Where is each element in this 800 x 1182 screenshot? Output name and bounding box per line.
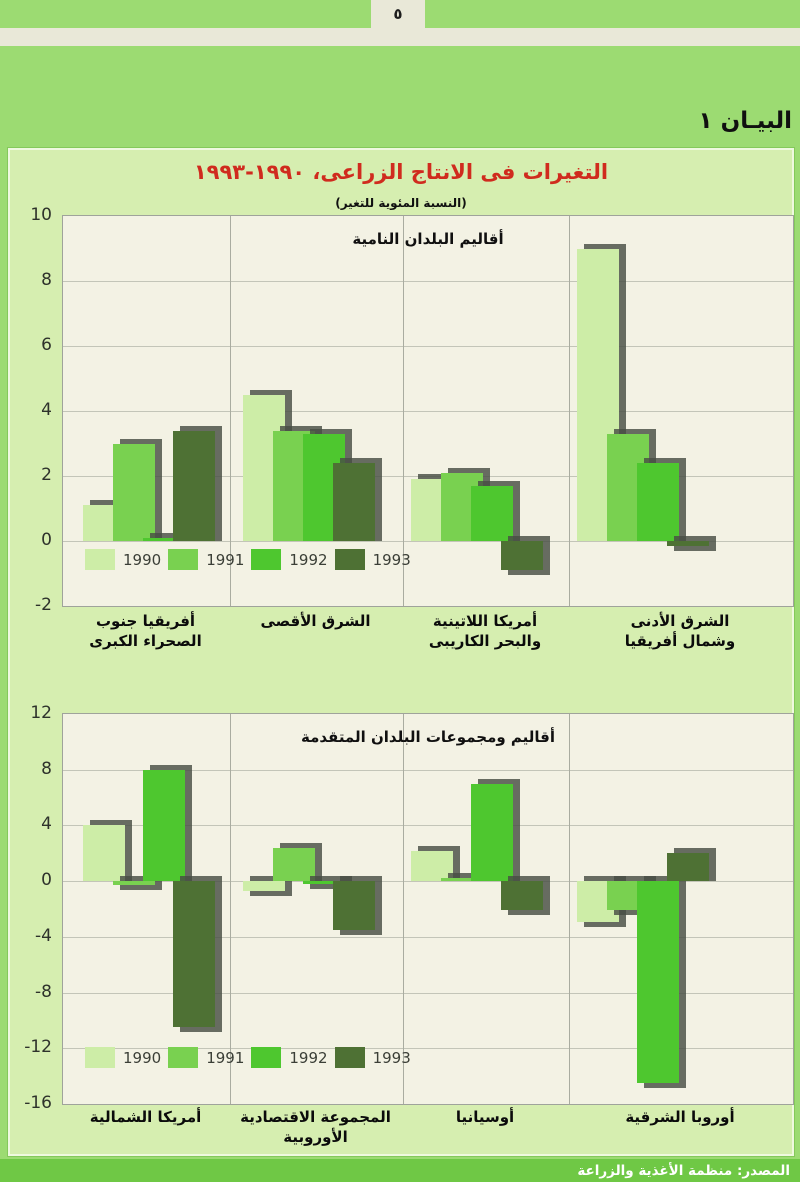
legend <box>85 549 418 570</box>
group-divider <box>230 714 231 1104</box>
y-axis-tick: 8 <box>41 270 52 290</box>
legend-label: 1990 <box>123 1048 162 1067</box>
legend-swatch-1990 <box>85 549 115 570</box>
legend-label: 1991 <box>206 550 245 569</box>
bar-1993 <box>173 431 215 542</box>
bar-1993 <box>333 881 375 930</box>
bar-1992 <box>637 463 679 541</box>
legend-item <box>85 549 161 570</box>
bar-1990 <box>83 825 125 881</box>
gridline <box>63 346 793 347</box>
legend-item <box>168 1047 244 1068</box>
bar-1993 <box>333 463 375 541</box>
bar-1990 <box>243 881 285 891</box>
y-axis-tick: -16 <box>24 1093 52 1113</box>
group-divider <box>230 216 231 606</box>
y-axis-tick: 4 <box>41 400 52 420</box>
bar-1992 <box>637 881 679 1083</box>
legend-swatch-1991 <box>168 549 198 570</box>
legend-item <box>85 1047 161 1068</box>
y-axis-tick: -2 <box>35 595 52 615</box>
legend-item <box>168 549 244 570</box>
y-axis-tick: 0 <box>41 530 52 550</box>
legend <box>85 1047 418 1068</box>
top-chart-plot <box>62 215 794 607</box>
category-label: أفريقيا جنوب الصحراء الكبرى <box>89 612 202 650</box>
bar-1991 <box>113 444 155 542</box>
legend-swatch-1993 <box>335 1047 365 1068</box>
plot-title: أقاليم ومجموعات البلدان المتقدمة <box>300 728 556 746</box>
group-divider <box>569 216 570 606</box>
bar-1991 <box>273 848 315 881</box>
category-label: الشرق الأدنى وشمال أفريقيا <box>624 612 736 650</box>
y-axis-tick: 8 <box>41 758 52 779</box>
y-axis-tick: 6 <box>41 335 52 355</box>
header-band <box>0 28 800 46</box>
y-axis-tick: 4 <box>41 814 52 835</box>
group-divider <box>569 714 570 1104</box>
legend-label: 1991 <box>206 1048 245 1067</box>
legend-label: 1993 <box>372 550 411 569</box>
page-number: ٥ <box>393 5 403 23</box>
figure-label: البيـان ١ <box>698 108 792 134</box>
top-chart-y-axis <box>10 205 56 615</box>
legend-label: 1993 <box>372 1048 411 1067</box>
category-label: أمريكا اللاتينية والبحر الكاريبى <box>428 612 542 650</box>
bar-1992 <box>143 770 185 881</box>
category-label: المجموعة الاقتصادية الأوروبية <box>240 1108 391 1146</box>
bar-1993 <box>667 541 709 546</box>
y-axis-tick: 12 <box>30 703 52 723</box>
y-axis-tick: 2 <box>41 465 52 485</box>
source-text: المصدر: منظمة الأغذية والزراعة <box>577 1162 790 1179</box>
chart-panel <box>8 148 794 1156</box>
y-axis-tick: -4 <box>35 925 52 946</box>
y-axis-tick: 10 <box>30 205 52 225</box>
gridline <box>63 281 793 282</box>
chart-subtitle: (النسبة المئوية للتغير) <box>335 196 467 210</box>
legend-swatch-1992 <box>251 549 281 570</box>
plot-title: أقاليم البلدان النامية <box>352 230 504 248</box>
bar-1992 <box>471 784 513 882</box>
legend-item <box>335 549 411 570</box>
bar-1993 <box>501 881 543 910</box>
category-label: أوروبا الشرقية <box>625 1108 735 1126</box>
category-label: أمريكا الشمالية <box>89 1108 202 1126</box>
bottom-chart-plot <box>62 713 794 1105</box>
gridline <box>63 411 793 412</box>
y-axis-tick: -8 <box>35 981 52 1002</box>
legend-swatch-1992 <box>251 1047 281 1068</box>
bar-1990 <box>411 851 453 882</box>
y-axis-tick: 0 <box>41 870 52 891</box>
category-label: الشرق الأقصى <box>260 612 371 630</box>
legend-label: 1990 <box>123 550 162 569</box>
legend-item <box>251 549 327 570</box>
legend-item <box>251 1047 327 1068</box>
page-number-tab <box>371 0 425 28</box>
group-divider <box>403 714 404 1104</box>
legend-swatch-1991 <box>168 1047 198 1068</box>
y-axis-tick: -12 <box>24 1037 52 1058</box>
bottom-chart-category-labels <box>62 1106 792 1152</box>
category-label: أوسيانيا <box>455 1108 515 1126</box>
bar-1993 <box>667 853 709 881</box>
chart-title: التغيرات فى الانتاج الزراعى، ١٩٩٠-١٩٩٣ <box>193 160 609 184</box>
bar-1993 <box>173 881 215 1027</box>
legend-swatch-1993 <box>335 549 365 570</box>
bar-1993 <box>501 541 543 570</box>
bottom-chart-y-axis <box>10 703 56 1113</box>
bar-1992 <box>471 486 513 541</box>
legend-label: 1992 <box>289 550 328 569</box>
bar-1991 <box>113 881 155 885</box>
legend-label: 1992 <box>289 1048 328 1067</box>
source-bar <box>0 1159 800 1182</box>
top-chart-category-labels <box>62 610 792 676</box>
legend-item <box>335 1047 411 1068</box>
legend-swatch-1990 <box>85 1047 115 1068</box>
group-divider <box>403 216 404 606</box>
